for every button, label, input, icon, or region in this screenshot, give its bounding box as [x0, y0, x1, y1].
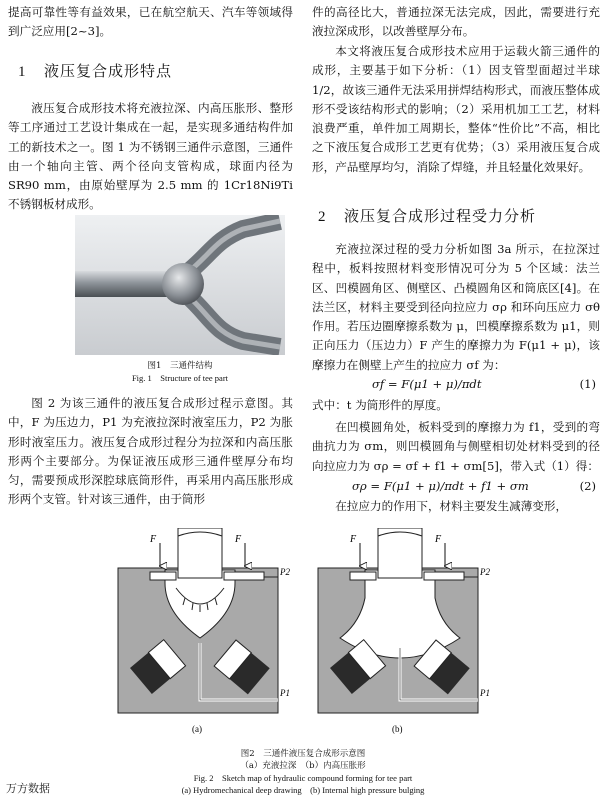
equation-1-number: (1) — [579, 377, 596, 391]
label-P2-b: P2 — [480, 567, 490, 577]
section-2-title: 液压复合成形过程受力分析 — [344, 207, 537, 225]
tee-part-render — [75, 215, 285, 355]
section-2-paragraph: 充液拉深过程的受力分析如图 3a 所示，在拉深过程中，板料按照材料变形情况可分为 5 个区域：法兰区、凹模圆角区、侧壁区、凸模圆角区和筒底区[4]。在法兰区，材料主要受到径向拉应力 σρ 和环向压应力 σθ 作用。若压边圈摩擦系数为 μ，凹模摩擦系数为 μ1，则正向压力（压边力）F 产生的摩擦力为 F(μ1 + μ)，该摩擦力在侧壁上产生的拉应力 σf 为： — [312, 242, 600, 372]
figure-1-tee-part — [75, 215, 285, 355]
equation-1 — [312, 374, 600, 394]
section-1-number: 1 — [18, 64, 27, 80]
watermark: 万方数据 — [6, 782, 50, 795]
figure-1-caption-en: Fig. 1 Structure of tee part — [131, 373, 229, 383]
section-2-paragraph-3: 在拉应力的作用下，材料主要发生减薄变形， — [335, 499, 568, 513]
panel-a-deep-drawing — [118, 528, 278, 713]
section-2-paragraph-2: 在凹模圆角处，板料受到的摩擦力为 f1，受到的弯曲抗力为 σm，则凹模圆角与侧壁相切处材料受到的径向拉应力为 σρ = σf + f1 + σm[5]，带入式（1）得： — [312, 420, 600, 473]
figure-2-caption-en: Fig. 2 Sketch map of hydraulic compound forming for tee part — [193, 773, 413, 783]
section-1-title: 液压复合成形特点 — [44, 62, 173, 80]
label-F-a1: F — [150, 534, 157, 545]
section-1-paragraph: 液压复合成形技术将充液拉深、内高压胀形、整形等工序通过工艺设计集成在一起，是实现多通结构件加工的新技术之一。图 1 为不锈钢三通件示意图，三通件由一个轴向主管、两个径向支管构成，球面内径为 SR90 mm，由原始壁厚为 2.5 mm 的 1Cr18Ni9Ti 不锈钢板材成形。 — [8, 101, 293, 212]
figure-2-forming-diagram — [0, 528, 606, 748]
equation-1-expression: σf = F(μ1 + μ)/πdt — [372, 377, 482, 391]
panel-b-bulging — [318, 528, 478, 713]
label-F-a2: F — [235, 534, 242, 545]
figure-2-caption-cn: 图2 三通件液压复合成形示意图 — [240, 749, 366, 759]
section-2-heading — [318, 205, 536, 228]
equation-1-note: 式中：t 为筒形件的厚度。 — [312, 398, 448, 412]
figure-2-subcaption-cn: （a）充液拉深 （b）内高压胀形 — [240, 761, 366, 771]
right-intro-text: 件的高径比大，普通拉深无法完成，因此，需要进行充液拉深成形，以改善壁厚分布。 — [312, 5, 600, 39]
label-panel-a: (a) — [192, 724, 202, 734]
figure-1-caption-cn: 图1 三通件结构 — [147, 361, 213, 371]
figure-2-caption — [0, 748, 606, 796]
equation-2-number: (2) — [579, 479, 596, 493]
left-intro-text: 提高可靠性等有益效果，已在航空航天、汽车等领域得到广泛应用[2~3]。 — [8, 5, 293, 39]
label-P2-a: P2 — [280, 567, 290, 577]
section-2-number: 2 — [318, 209, 327, 225]
label-F-b2: F — [435, 534, 442, 545]
section-1-heading — [18, 60, 172, 83]
equation-2 — [312, 476, 600, 496]
label-F-b1: F — [350, 534, 357, 545]
equation-2-expression: σρ = F(μ1 + μ)/πdt + f1 + σm — [352, 479, 529, 493]
forming-diagram-svg — [0, 528, 606, 748]
left-paragraph-fig2-description: 图 2 为该三通件的液压复合成形过程示意图。其中，F 为压边力，P1 为充液拉深时液室压力，P2 为胀形时液室压力。液压复合成形过程分为拉深和内高压胀形两个主要部分。为保证液压成形三通件壁厚分布均匀，需要预成形深腔球底筒形件，再采用内高压胀形成形两个支管。针对该三通件，由于筒形 — [8, 396, 293, 507]
figure-1-caption — [75, 360, 285, 384]
label-P1-b: P1 — [480, 688, 490, 698]
figure-2-subcaption-en: (a) Hydromechanical deep drawing (b) Internal high pressure bulging — [181, 785, 425, 795]
right-analysis-paragraph: 本文将液压复合成形技术应用于运载火箭三通件的成形，主要基于如下分析：（1）因支管型面超过半球 1/2，故该三通件无法采用拼焊结构形式，而液压整体成形不受该结构形式的影响；（2）采用机加工工艺，材料浪费严重，单件加工周期长，整体“性价比”不高，相比之下液压复合成形工艺更有优势；（3）采用液压复合成形，产品壁厚均匀，消除了焊缝，并且轻量化效果好。 — [312, 44, 600, 174]
label-panel-b: (b) — [392, 724, 403, 734]
label-P1-a: P1 — [280, 688, 290, 698]
